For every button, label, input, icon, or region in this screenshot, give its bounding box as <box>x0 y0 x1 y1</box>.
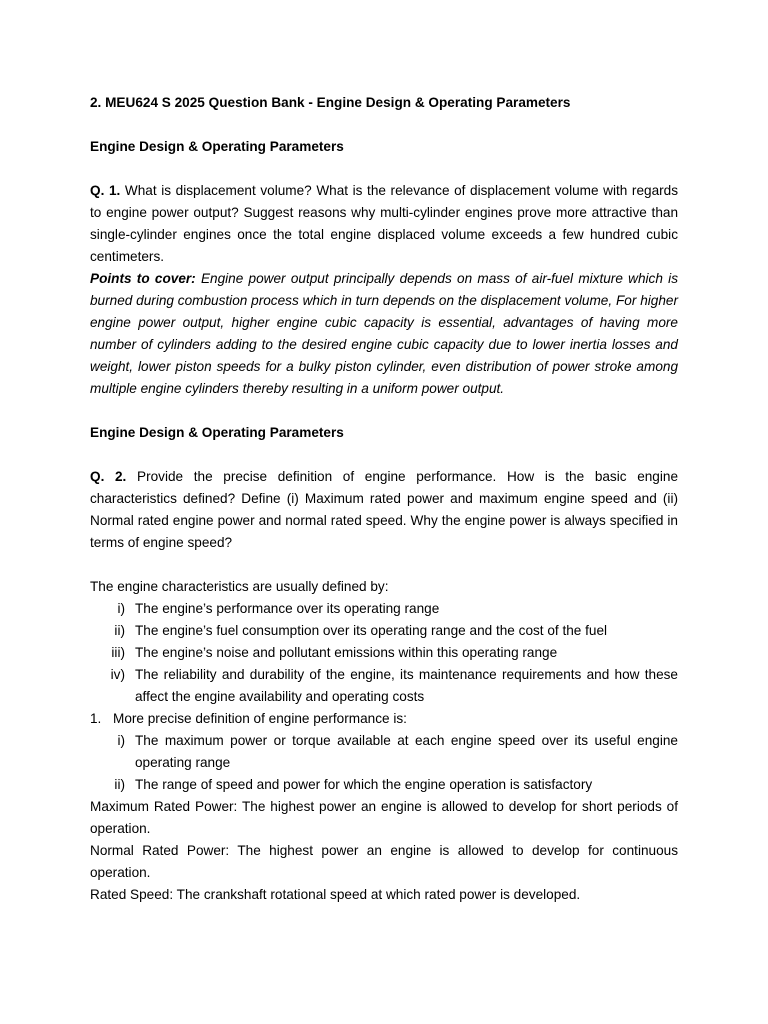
question-label: Q. 1. <box>90 183 121 198</box>
performance-sublist <box>90 730 678 796</box>
question-text: What is displacement volume? What is the relevance of displacement volume with regards to engine power output? Suggest reasons why multi-cylinder engines prove more attractive than single-cylinder engines once the total engine displaced volume exceeds a few hundred cubic centimeters. <box>90 183 679 264</box>
characteristics-list <box>90 598 678 708</box>
definition-normal-rated-power: Normal Rated Power: The highest power an engine is allowed to develop for continuous operation. <box>90 843 678 880</box>
performance-list <box>90 708 678 730</box>
list-item: iii) The engine’s noise and pollutant emissions within this operating range <box>111 645 558 660</box>
list-item: iv) The reliability and durability of the engine, its maintenance requirements and how these affect the engine availability and operating costs <box>110 667 678 704</box>
question-text: Provide the precise definition of engine performance. How is the basic engine characteristics defined? Define (i) Maximum rated power and maximum engine speed and (ii) Normal rated engine power and normal rated speed. Why the engine power is always specified in terms of engine speed? <box>90 469 679 550</box>
points-label: Points to cover: <box>90 271 196 286</box>
list-item: ii) The engine’s fuel consumption over its operating range and the cost of the fuel <box>114 623 608 638</box>
list-item: ii) The range of speed and power for which the engine operation is satisfactory <box>114 777 593 792</box>
points-to-cover <box>90 268 678 400</box>
definition-rated-speed: Rated Speed: The crankshaft rotational speed at which rated power is developed. <box>90 887 581 902</box>
list-item: 1. More precise definition of engine performance is: <box>90 711 407 726</box>
question-1 <box>90 180 678 268</box>
question-label: Q. 2. <box>90 469 127 484</box>
section-heading: Engine Design & Operating Parameters <box>90 425 344 440</box>
definition-max-rated-power: Maximum Rated Power: The highest power an engine is allowed to develop for short periods of operation. <box>90 799 678 836</box>
question-2 <box>90 466 678 554</box>
list-item: i) The maximum power or torque available at each engine speed over its useful engine operating range <box>117 733 678 770</box>
list-item: i) The engine’s performance over its operating range <box>117 601 440 616</box>
points-text: Engine power output principally depends on mass of air-fuel mixture which is burned during combustion process which in turn depends on the displacement volume, For higher engine power output, higher engine cubic capacity is essential, advantages of having more number of cylinders adding to the desired engine cubic capacity due to lower inertia losses and weight, lower piston speeds for a bulky piston cylinder, even distribution of power stroke among multiple engine cylinders thereby resulting in a uniform power output. <box>90 271 678 396</box>
characteristics-intro: The engine characteristics are usually defined by: <box>90 579 389 594</box>
section-heading: Engine Design & Operating Parameters <box>90 139 344 154</box>
document-title: 2. MEU624 S 2025 Question Bank - Engine Design & Operating Parameters <box>90 95 571 110</box>
document-content <box>90 92 678 906</box>
